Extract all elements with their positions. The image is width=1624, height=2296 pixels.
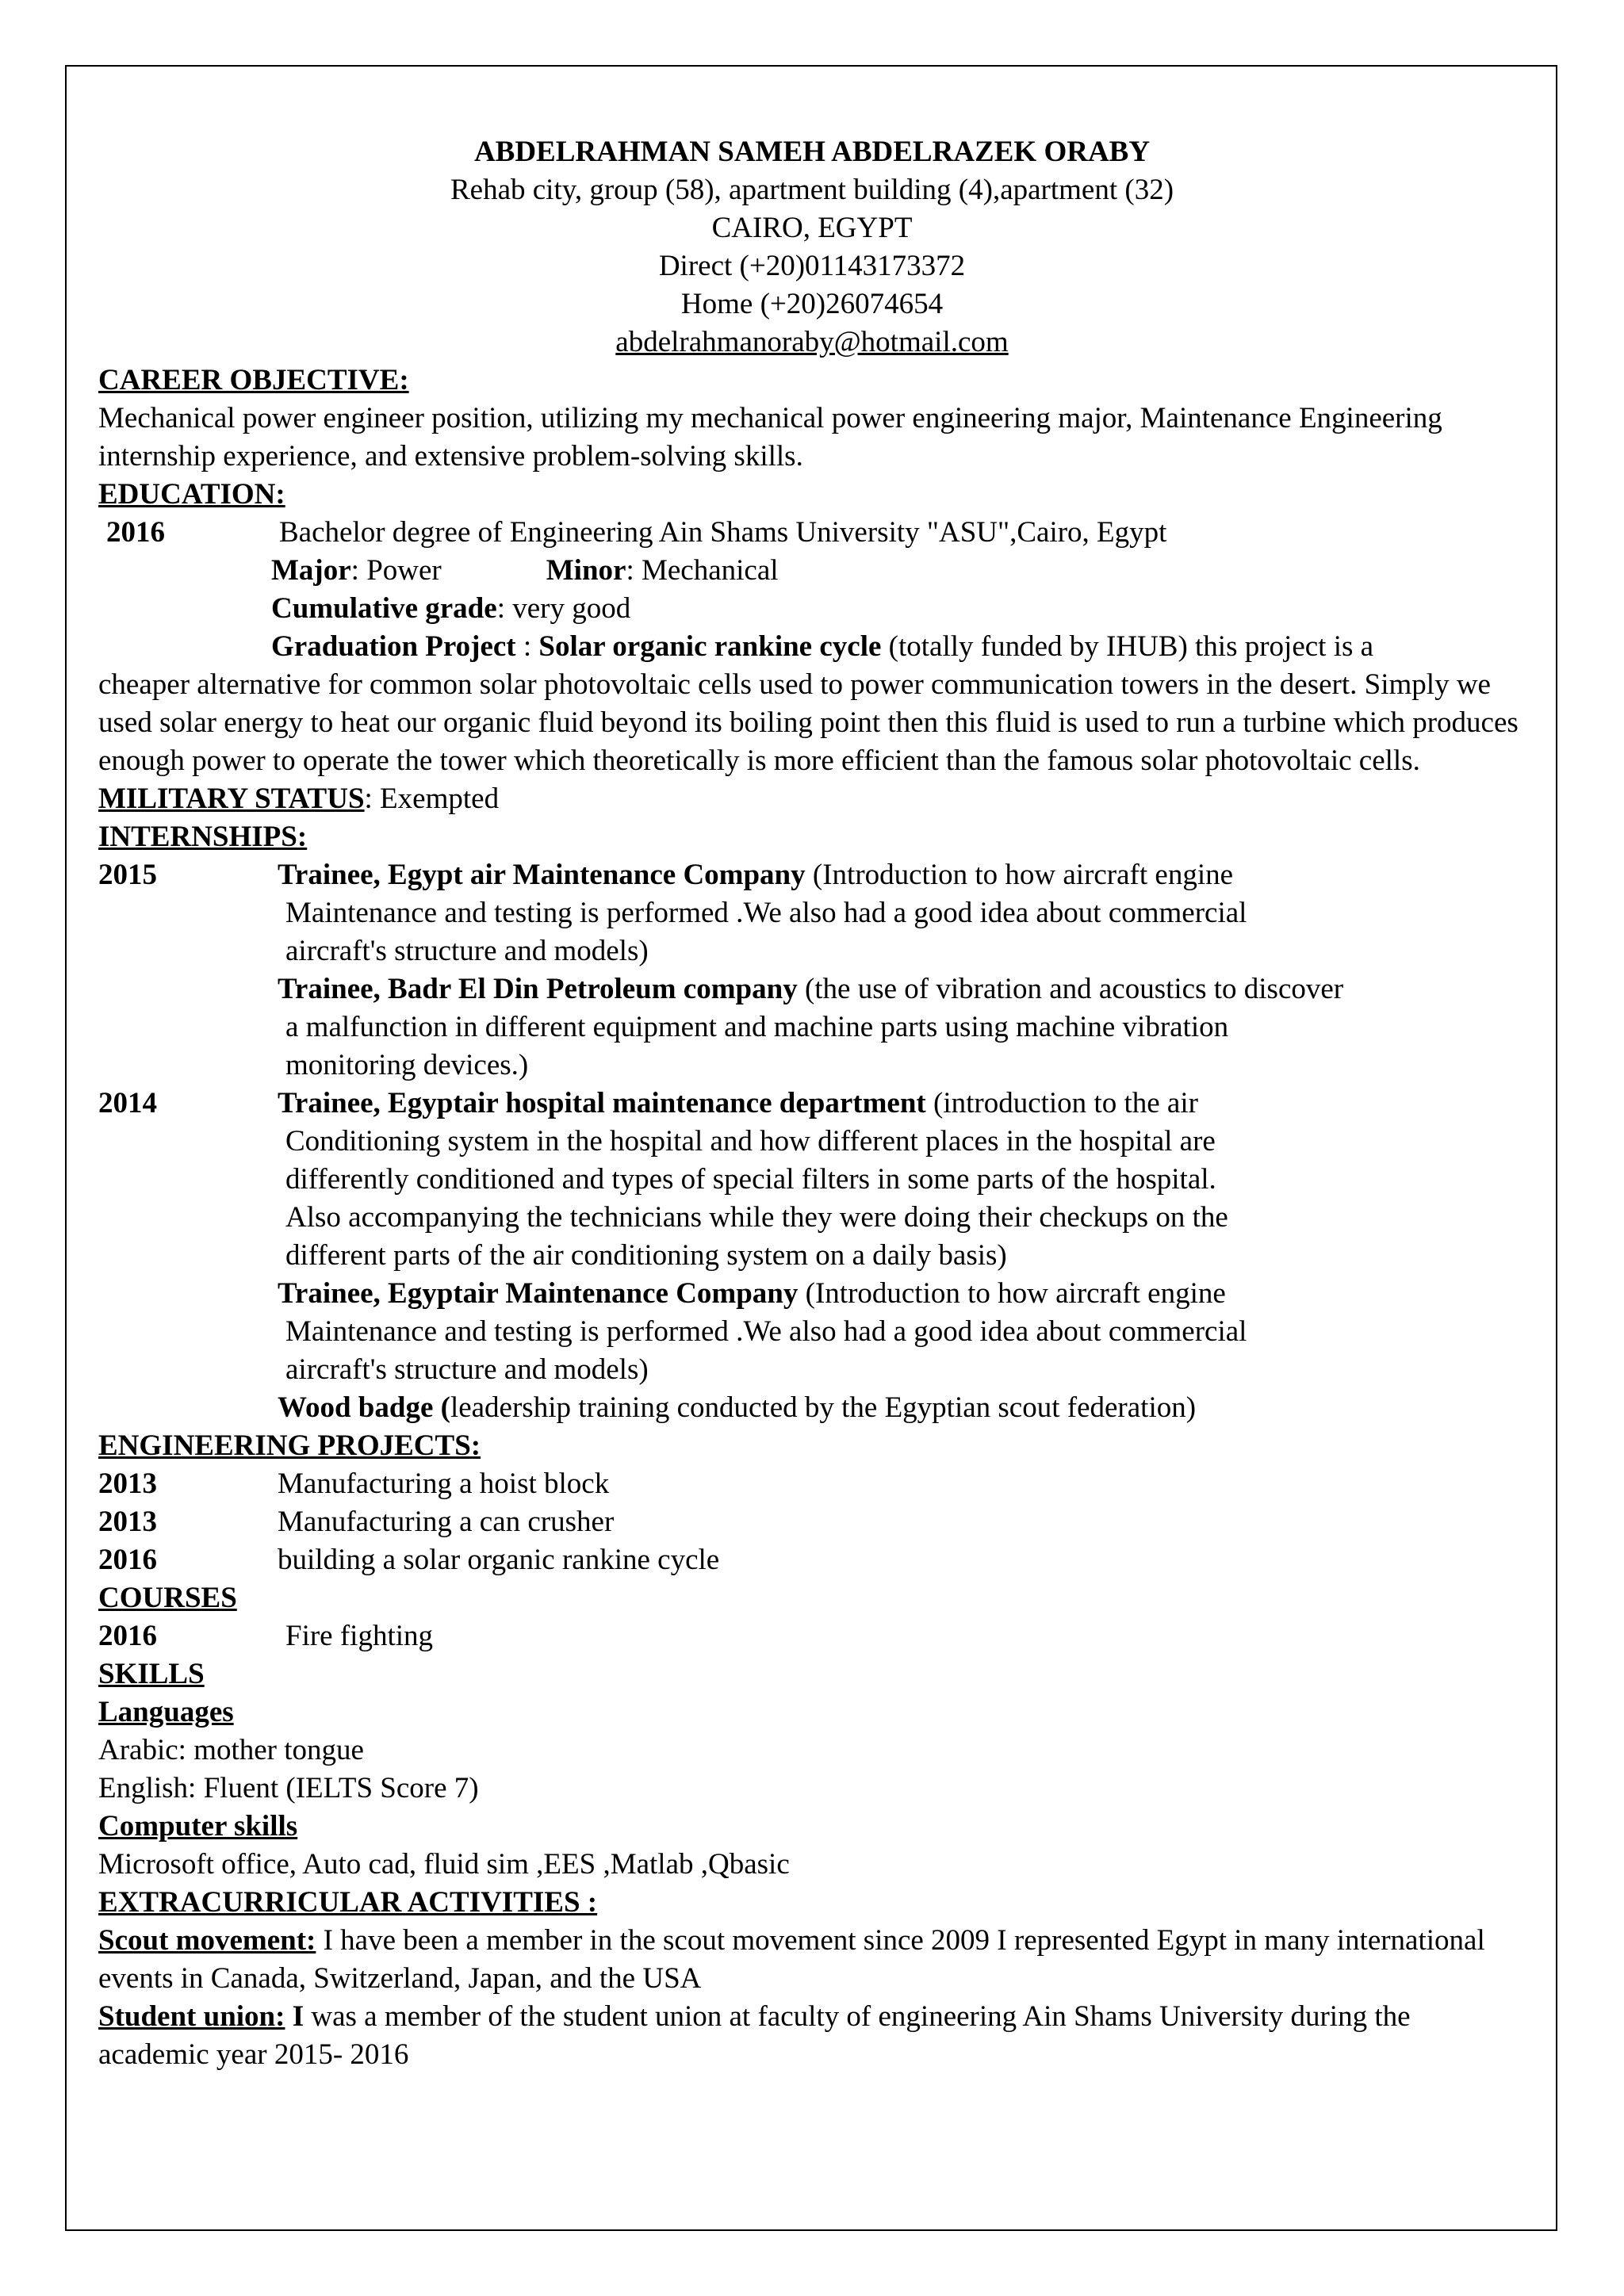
- military-line: [98, 780, 1526, 818]
- computer-skills-heading: Computer skills: [98, 1810, 298, 1843]
- internships-list: [98, 856, 1526, 1427]
- internships-heading: INTERNSHIPS:: [98, 821, 308, 853]
- minor-label: Minor: [546, 554, 626, 587]
- internship-year: 2015: [98, 859, 157, 891]
- languages-heading: Languages: [98, 1696, 234, 1728]
- internship-description: (Introduction to how aircraft engine: [805, 859, 1234, 891]
- internship-body: [278, 1389, 1196, 1427]
- internship-description-line: a malfunction in different equipment and machine parts using machine vibration: [285, 1011, 1229, 1043]
- home-phone: Home (+20)26074654: [680, 288, 944, 320]
- skills-heading: SKILLS: [98, 1658, 205, 1690]
- internship-year: 2014: [98, 1087, 157, 1119]
- internship-year: [98, 1389, 278, 1427]
- internship-item: [98, 970, 1526, 1085]
- internship-description: (Introduction to how aircraft engine: [798, 1277, 1226, 1310]
- address-line: Rehab city, group (58), apartment building (4),apartment (32): [450, 174, 1174, 206]
- direct-phone: Direct (+20)01143173372: [658, 250, 966, 282]
- internship-body: [278, 1085, 1228, 1275]
- internship-item: [98, 1275, 1526, 1389]
- course-text: Fire fighting: [285, 1620, 434, 1652]
- education-degree: Bachelor degree of Engineering Ain Shams University "ASU",Cairo, Egypt: [279, 516, 1167, 549]
- internship-title: Trainee, Badr El Din Petroleum company: [278, 973, 798, 1005]
- project-description: cheaper alternative for common solar photovoltaic cells used to power communication towers in the desert. Simply we used solar energy to heat our organic fluid beyond its boiling point then this fluid is used to run a turbine which produces enough power to operate the tower which theoretically is more efficient than the famous solar photovoltaic cells.: [98, 668, 1519, 777]
- language-english: English: Fluent (IELTS Score 7): [98, 1772, 479, 1804]
- internship-description: (introduction to the air: [925, 1087, 1198, 1119]
- internship-title: Trainee, Egyptair Maintenance Company: [278, 1277, 799, 1310]
- internship-description-line: Maintenance and testing is performed .We also had a good idea about commercial: [285, 897, 1247, 929]
- internship-body: [278, 1275, 1247, 1389]
- major-label: Major: [271, 554, 351, 587]
- internship-description-line: differently conditioned and types of special filters in some parts of the hospital.: [285, 1163, 1216, 1196]
- internship-item: [98, 856, 1526, 970]
- grade-value: : very good: [496, 592, 631, 625]
- course-row: [98, 1617, 1526, 1655]
- project-year: 2013: [98, 1468, 157, 1500]
- scout-text: I have been a member in the scout movement since 2009 I represented Egypt in many international events in Canada, Switzerland, Japan, and the USA: [98, 1924, 1485, 1995]
- internship-description-line: aircraft's structure and models): [285, 1353, 649, 1386]
- career-objective-heading: CAREER OBJECTIVE:: [98, 364, 409, 396]
- union-paragraph: [98, 1998, 1526, 2074]
- course-year: 2016: [98, 1620, 157, 1652]
- internship-description-line: different parts of the air conditioning system on a daily basis): [285, 1239, 1007, 1272]
- project-year: 2013: [98, 1506, 157, 1538]
- scout-paragraph: [98, 1922, 1526, 1998]
- internship-body: [278, 970, 1343, 1085]
- education-heading: EDUCATION:: [98, 478, 285, 511]
- internship-item: [98, 1085, 1526, 1275]
- project-separator: :: [515, 630, 539, 663]
- project-name: building a solar organic rankine cycle: [278, 1544, 720, 1576]
- minor-value: : Mechanical: [626, 554, 779, 587]
- projects-list: [98, 1465, 1526, 1579]
- career-objective-text: Mechanical power engineer position, utilizing my mechanical power engineering major, Maintenance Engineering internship experience, and extensive problem-solving skills.: [98, 402, 1442, 473]
- internship-description-line: monitoring devices.): [285, 1049, 529, 1081]
- city-line: CAIRO, EGYPT: [711, 212, 913, 244]
- union-text: was a member of the student union at faculty of engineering Ain Shams University during the academic year 2015- 2016: [98, 2000, 1411, 2071]
- internship-title: Trainee, Egyptair hospital maintenance department: [278, 1087, 926, 1119]
- project-item: [98, 1503, 1526, 1541]
- internship-title: Trainee, Egypt air Maintenance Company: [278, 859, 806, 891]
- major-value: : Power: [350, 554, 442, 587]
- grade-label: Cumulative grade: [271, 592, 497, 625]
- extracurricular-heading: EXTRACURRICULAR ACTIVITIES :: [98, 1886, 598, 1919]
- military-value: : Exempted: [364, 783, 500, 815]
- internship-description-line: aircraft's structure and models): [285, 935, 649, 967]
- project-name: Manufacturing a can crusher: [278, 1506, 615, 1538]
- internship-description-line: Conditioning system in the hospital and how different places in the hospital are: [285, 1125, 1216, 1158]
- internship-item: [98, 1389, 1526, 1427]
- internship-body: [278, 856, 1247, 970]
- project-year: 2016: [98, 1544, 157, 1576]
- union-label: Student union:: [98, 2000, 285, 2033]
- internship-title: Wood badge (: [278, 1391, 450, 1424]
- project-item: [98, 1465, 1526, 1503]
- projects-heading: ENGINEERING PROJECTS:: [98, 1429, 481, 1462]
- internship-year: [98, 970, 278, 1085]
- computer-skills-text: Microsoft office, Auto cad, fluid sim ,EES ,Matlab ,Qbasic: [98, 1848, 790, 1881]
- language-arabic: Arabic: mother tongue: [98, 1734, 364, 1766]
- internship-description-line: Maintenance and testing is performed .We also had a good idea about commercial: [285, 1315, 1247, 1348]
- major-minor-line: [98, 552, 1526, 590]
- internship-description: leadership training conducted by the Egyptian scout federation): [450, 1391, 1197, 1424]
- candidate-name: ABDELRAHMAN SAMEH ABDELRAZEK ORABY: [473, 136, 1151, 168]
- education-row: [98, 514, 1526, 552]
- internship-description: (the use of vibration and acoustics to discover: [797, 973, 1344, 1005]
- resume-content: [98, 133, 1526, 2074]
- internship-description-line: Also accompanying the technicians while they were doing their checkups on the: [285, 1201, 1228, 1234]
- union-bold: I: [285, 2000, 304, 2033]
- military-heading: MILITARY STATUS: [98, 783, 365, 815]
- project-text-start: (totally funded by IHUB) this project is a: [881, 630, 1374, 663]
- courses-heading: COURSES: [98, 1582, 237, 1614]
- internship-year: [98, 1275, 278, 1389]
- project-title: Solar organic rankine cycle: [538, 630, 882, 663]
- grade-line: [98, 590, 1526, 628]
- education-year: 2016: [106, 516, 165, 549]
- project-line: [98, 628, 1526, 666]
- email-link[interactable]: abdelrahmanoraby@hotmail.com: [615, 326, 1009, 358]
- scout-label: Scout movement:: [98, 1924, 316, 1957]
- project-label: Graduation Project: [271, 630, 516, 663]
- project-name: Manufacturing a hoist block: [278, 1468, 610, 1500]
- project-item: [98, 1541, 1526, 1579]
